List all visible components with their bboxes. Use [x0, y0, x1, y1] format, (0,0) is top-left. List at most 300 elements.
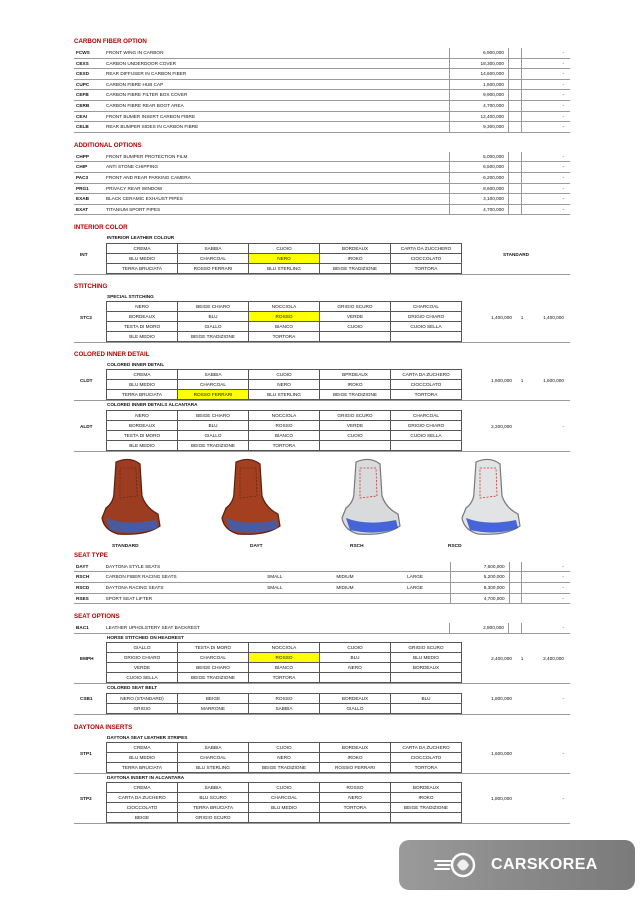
group-subtitle: DAYTONA INSERT IN ALCANTARA	[107, 775, 185, 781]
price: 6,500,000	[449, 162, 508, 172]
color-cell: NERO	[249, 254, 320, 264]
total: -	[521, 69, 570, 79]
total: -	[521, 572, 570, 582]
price: 1,400,000	[491, 314, 512, 320]
color-cell: GIALLO	[320, 704, 391, 714]
option-code: CERB	[76, 102, 90, 108]
option-code: CHPP	[76, 153, 90, 159]
color-cell: BEIGE TRADIZIONE	[178, 332, 249, 342]
stp1-group	[74, 734, 570, 774]
option-code: CEXD	[76, 71, 90, 77]
color-cell: GRIGIO CHIARO	[107, 653, 178, 663]
total: -	[521, 162, 570, 172]
total: -	[521, 122, 570, 132]
price: 12,400,000	[449, 112, 508, 122]
seat-label: DAYT	[250, 543, 263, 549]
color-cell: BEIGE TRADIZIONE	[320, 264, 391, 274]
color-cell: BORDEAUX	[320, 694, 391, 704]
color-cell: BORDEAUX	[391, 783, 462, 793]
seat-label: STANDARD	[112, 543, 139, 549]
color-cell: CARTA DA ZUCHERO	[391, 370, 462, 380]
color-cell: BIANCO	[249, 322, 320, 332]
stp2-group	[74, 774, 570, 824]
color-cell: ROSSO FERRARI	[178, 390, 249, 400]
option-description: FRONT BUMPER PROTECTION FILM	[106, 153, 188, 159]
color-cell: CUOIO	[249, 244, 320, 254]
option-code: STP2	[80, 796, 92, 802]
total: -	[521, 594, 570, 604]
color-cell: BLU SCURO	[178, 793, 249, 803]
color-cell: TORTORA	[320, 803, 391, 813]
color-cell: ROSSIO FERRARI	[320, 763, 391, 773]
standard-label: STANDARD	[503, 251, 529, 257]
quantity	[508, 69, 521, 79]
carskorea-watermark	[399, 840, 635, 890]
option-description: LEATHER UPHOLSTERY SEAT BACKREST	[106, 625, 200, 631]
color-cell: BORDEAUX	[107, 421, 178, 431]
seat-label: RSCH	[350, 543, 364, 549]
quantity	[508, 152, 521, 162]
color-cell: MARRONE	[178, 704, 249, 714]
color-cell: ROSSO	[249, 421, 320, 431]
size-cell	[310, 594, 380, 604]
price: 1,600,000	[449, 80, 508, 90]
quantity	[508, 205, 521, 215]
color-cell	[391, 332, 462, 342]
price: 6,900,000	[449, 48, 508, 58]
option-row	[74, 59, 570, 70]
group-subtitle: INTERIOR LEATHER COLOUR	[107, 235, 175, 241]
size-cell	[240, 562, 310, 572]
color-cell: CHARCOAL	[178, 254, 249, 264]
color-cell: TESTA DI MORO	[107, 431, 178, 441]
size-cell: SMALL	[267, 574, 283, 580]
group-subtitle: HORSE STITCHED ON HEADREST	[107, 634, 184, 640]
color-cell: VERDE	[107, 663, 178, 673]
section-title-colored: COLORED INNER DETAIL	[74, 351, 150, 359]
color-cell	[320, 673, 391, 683]
option-code: RSCD	[76, 585, 90, 591]
color-cell: GIALLO	[178, 431, 249, 441]
option-description: REAR DIFFUSER IN CARBON FIBER	[106, 71, 187, 77]
color-cell: IROKO	[320, 254, 391, 264]
quantity	[508, 122, 521, 132]
quantity	[509, 594, 522, 604]
color-cell: BORDEAUX	[391, 663, 462, 673]
color-cell: CARTA DA ZUCCHERO	[391, 244, 462, 254]
option-code: CELB	[76, 124, 89, 130]
color-cell: BLU MEDIO	[249, 803, 320, 813]
quantity: 1	[520, 378, 524, 384]
price: 5,000,000	[449, 152, 508, 162]
option-row	[74, 173, 570, 184]
quantity	[508, 194, 521, 204]
color-cell: CHARCOAL	[178, 753, 249, 763]
seat-icon	[96, 456, 166, 540]
option-code: EXAB	[76, 196, 90, 202]
color-cell: ROSSO	[249, 694, 320, 704]
group-subtitle: COLORED INNER DETAILS ALCANTARA	[107, 402, 198, 408]
option-description: CARBON FIBRE REAR BOOT AREA	[106, 102, 184, 108]
color-cell: SABBIA	[178, 743, 249, 753]
total: 2,400,000	[543, 656, 564, 662]
seat-icon	[336, 456, 406, 540]
interior-group	[74, 234, 570, 274]
price: 14,600,000	[449, 69, 508, 79]
cldt-group	[74, 361, 570, 401]
color-cell: TORTORA	[249, 332, 320, 342]
total: -	[562, 750, 564, 756]
total: -	[562, 796, 564, 802]
color-cell: IROKO	[320, 380, 391, 390]
section-title-carbon: CARBON FIBER OPTION	[74, 38, 147, 45]
color-cell: ROSSO FERRARI	[178, 264, 249, 274]
price: 4,700,000	[449, 101, 508, 111]
option-code: EXAT	[76, 206, 89, 212]
color-cell: BLE MEDIO	[107, 332, 178, 342]
option-description: DAYTONA RACING SEATS	[105, 585, 164, 591]
seat-images	[74, 456, 570, 552]
option-row	[74, 122, 570, 133]
seat-image-rsch	[314, 456, 434, 552]
seat-icon	[456, 456, 526, 540]
price-list-page	[74, 38, 570, 824]
total: -	[521, 112, 570, 122]
option-code: CSB1	[80, 696, 93, 702]
quantity	[509, 572, 522, 582]
color-table	[106, 410, 462, 451]
color-cell: BEIGE	[107, 813, 178, 823]
quantity	[508, 184, 521, 194]
color-cell: BIANCO	[249, 431, 320, 441]
group-subtitle: SPECIAL STITCHING	[107, 293, 154, 299]
total: -	[521, 101, 570, 111]
color-cell: CARTA DA ZUCHERO	[391, 743, 462, 753]
color-cell: BLU	[391, 694, 462, 704]
color-cell: CHARCOAL	[391, 411, 462, 421]
color-table	[106, 369, 462, 400]
color-cell: GRIGIO SCURO	[178, 813, 249, 823]
total: -	[562, 696, 564, 702]
color-cell: NERO	[249, 753, 320, 763]
color-cell: CUOIO	[249, 743, 320, 753]
option-description: PRIVACY REAR WINDOW	[106, 185, 163, 191]
quantity	[508, 162, 521, 172]
price: 8,600,000	[449, 184, 508, 194]
color-cell	[391, 673, 462, 683]
option-description: CARBON FIBER RACING SEATS	[105, 574, 177, 580]
group-subtitle: COLORED INNER DETAIL	[107, 362, 165, 368]
size-cell: LARGE	[407, 574, 424, 580]
seat-image-dayt	[194, 456, 314, 552]
emph-group	[74, 634, 570, 684]
option-row	[74, 562, 570, 573]
option-code: FCWS	[76, 50, 90, 55]
option-code: INT	[80, 251, 88, 257]
option-row	[74, 152, 570, 163]
quantity	[508, 80, 521, 90]
stitching-group	[74, 293, 570, 343]
color-cell	[320, 813, 391, 823]
color-cell: GIALLO	[178, 322, 249, 332]
color-cell: CREMA	[107, 783, 178, 793]
total: -	[521, 562, 570, 572]
color-cell: GRIGIO SCURO	[320, 302, 391, 312]
color-cell: BLU STERLING	[249, 390, 320, 400]
option-description: BLACK CERAMIC EXHAUST PIPES	[106, 196, 183, 202]
section-title-additional: ADDITIONAL OPTIONS	[74, 141, 142, 149]
option-description: FRONT BUMER INSERT CARBON FIBRE	[106, 113, 196, 119]
color-cell: NOCCIOLA	[249, 302, 320, 312]
aldt-group	[74, 401, 570, 451]
option-description: ANTI STONE CHIPPING	[106, 164, 159, 170]
color-cell: CUOIO	[320, 643, 391, 653]
color-cell: ROSSO	[249, 653, 320, 663]
option-description: FRONT WING IN CARBON	[106, 50, 164, 55]
color-table	[106, 243, 462, 274]
price: 5,200,000	[450, 572, 508, 582]
color-cell: BEIGE TRADIZIONE	[178, 441, 249, 451]
color-cell: BLU MEDIO	[107, 380, 178, 390]
option-row	[74, 194, 570, 205]
seat-type-list	[74, 562, 570, 604]
quantity	[509, 583, 522, 593]
option-code: CEAI	[76, 113, 88, 119]
section-title-seat-type: SEAT TYPE	[74, 551, 108, 559]
price: 4,700,000	[450, 594, 508, 604]
color-cell: GRIGIO CHIARO	[391, 421, 462, 431]
total: 1,400,000	[543, 314, 564, 320]
color-cell: CREMA	[107, 244, 178, 254]
option-row	[74, 48, 570, 59]
color-cell: ROSSO	[320, 783, 391, 793]
csb1-group	[74, 684, 570, 714]
color-cell: CIOCCOLATO	[391, 254, 462, 264]
color-cell: GRIGIO CHIARO	[391, 312, 462, 322]
quantity: 1	[520, 656, 524, 662]
color-cell: TORTORA	[391, 390, 462, 400]
color-cell: BEIGE TRADIZIONE	[249, 763, 320, 773]
option-code: STC2	[80, 314, 92, 320]
price: 1,800,000	[491, 696, 512, 702]
option-code: CLDT	[80, 378, 93, 384]
color-cell: SABBIA	[178, 244, 249, 254]
total: -	[521, 194, 570, 204]
quantity	[509, 562, 522, 572]
option-code: STP1	[80, 750, 92, 756]
color-cell: BEIGE TRADIZIONE	[320, 390, 391, 400]
color-cell: NERO (STANDARD)	[107, 694, 178, 704]
color-cell: CREMA	[107, 370, 178, 380]
color-cell: NOCCIOLA	[249, 643, 320, 653]
color-cell: CUOIO	[249, 370, 320, 380]
option-code: CEXS	[76, 60, 89, 66]
color-cell: NERO	[320, 793, 391, 803]
color-cell: NERO	[107, 411, 178, 421]
color-cell: BORDEAUX	[320, 743, 391, 753]
option-row	[74, 594, 570, 605]
color-cell: CUOIO	[320, 322, 391, 332]
quantity	[508, 112, 521, 122]
option-code: RSES	[76, 595, 89, 601]
option-code: PRG1	[76, 185, 89, 191]
color-cell	[391, 704, 462, 714]
color-cell: CHARCOAL	[178, 653, 249, 663]
color-cell: TERRA BRUCIATA	[107, 763, 178, 773]
group-subtitle: COLORED SEAT BELT	[107, 685, 158, 691]
price: 2,800,000	[449, 623, 508, 633]
color-cell: BLE MEDIO	[107, 441, 178, 451]
color-cell	[320, 441, 391, 451]
color-cell: NOCCIOLA	[249, 411, 320, 421]
color-cell: VERDE	[320, 312, 391, 322]
option-row	[74, 112, 570, 123]
color-cell: CIOCCOLATO	[107, 803, 178, 813]
color-cell: CUOIO SELLA	[391, 431, 462, 441]
color-cell: IROKO	[320, 753, 391, 763]
color-cell: TERRA BRUCIATA	[107, 264, 178, 274]
option-code: ALDT	[80, 423, 93, 429]
color-cell: SABBIA	[249, 704, 320, 714]
quantity	[508, 90, 521, 100]
section-title-seat-options: SEAT OPTIONS	[74, 613, 120, 621]
seat-image-standard	[74, 456, 194, 552]
color-cell: BLU STERLING	[249, 264, 320, 274]
size-cell	[310, 562, 380, 572]
price: 9,300,000	[449, 122, 508, 132]
color-cell: SABBIA	[178, 783, 249, 793]
color-cell: BEIGE CHIARO	[178, 302, 249, 312]
color-cell: BEIGE TRADIZIONE	[391, 803, 462, 813]
quantity	[508, 48, 521, 58]
color-cell	[249, 813, 320, 823]
option-code: RSCH	[76, 574, 90, 580]
option-description: TITANIUM SPORT PIPES	[106, 206, 161, 212]
total: -	[521, 48, 570, 58]
total: -	[521, 90, 570, 100]
color-cell: CUOIO	[320, 431, 391, 441]
price: 18,300,000	[449, 59, 508, 69]
color-cell	[391, 813, 462, 823]
price: 1,800,000	[491, 796, 512, 802]
option-code: CUPC	[76, 81, 90, 87]
color-cell	[391, 441, 462, 451]
color-cell: BPRDEAUX	[320, 370, 391, 380]
section-title-interior: INTERIOR COLOR	[74, 224, 128, 232]
color-cell: IROKO	[391, 793, 462, 803]
option-description: CARBON UNDERDOOR COVER	[106, 60, 177, 66]
watermark-text: CARSKOREA	[491, 856, 598, 873]
option-row	[74, 205, 570, 216]
option-code: CHIP	[76, 164, 88, 170]
color-cell: BIANCO	[249, 663, 320, 673]
price: 1,600,000	[491, 378, 512, 384]
color-cell: TERRA BRUCIATA	[107, 390, 178, 400]
color-cell: BLU MEDIO	[391, 653, 462, 663]
color-cell: VERDE	[320, 421, 391, 431]
color-cell: BEIGE	[178, 694, 249, 704]
option-description: REAR BUMPER SIDES IN CARBON FIBRE	[106, 124, 199, 130]
color-cell: TORTORA	[249, 673, 320, 683]
color-table	[106, 742, 462, 773]
option-code: BAC1	[76, 625, 89, 631]
color-cell: NERO	[320, 663, 391, 673]
total: -	[521, 583, 570, 593]
color-cell: BLU	[178, 421, 249, 431]
color-cell: CHARCOAL	[391, 302, 462, 312]
color-cell: BLU	[178, 312, 249, 322]
option-description: CARBON FIBRE HUB CAP	[106, 81, 164, 87]
color-cell: TESTA DI MORO	[107, 322, 178, 332]
color-cell: CIOCCOLATO	[391, 753, 462, 763]
seat-image-rscd	[434, 456, 554, 552]
color-cell: GRIGIO SCURO	[320, 411, 391, 421]
color-cell: TORTORA	[391, 264, 462, 274]
option-description: SPORT SEAT LIFTER	[105, 595, 153, 601]
option-description: FRONT AND REAR PARKING CAMERA	[106, 174, 191, 180]
price: 2,200,000	[491, 423, 512, 429]
color-table	[106, 301, 462, 342]
seat-icon	[216, 456, 286, 540]
color-cell: TORTORA	[391, 763, 462, 773]
option-code: EMPH	[80, 656, 94, 662]
size-cell: MIDIUM	[336, 574, 354, 580]
size-cell	[240, 594, 310, 604]
size-cell	[380, 562, 450, 572]
color-cell	[320, 332, 391, 342]
color-cell: GRIGIO	[107, 704, 178, 714]
option-row	[74, 69, 570, 80]
seat-label: RSCD	[448, 543, 462, 549]
price: 3,100,000	[449, 194, 508, 204]
total: -	[521, 184, 570, 194]
color-table	[106, 642, 462, 683]
price: 7,600,000	[450, 562, 508, 572]
price: 4,700,000	[449, 205, 508, 215]
total: -	[521, 152, 570, 162]
color-cell: TERRA BRUCIATA	[178, 803, 249, 813]
price: 1,600,000	[491, 750, 512, 756]
color-cell: CUOIO SELLA	[391, 322, 462, 332]
quantity	[508, 173, 521, 183]
option-code: PAC3	[76, 174, 89, 180]
carbon-options-list	[74, 48, 570, 133]
price: 6,200,000	[449, 173, 508, 183]
color-cell: CREMA	[107, 743, 178, 753]
total: -	[521, 173, 570, 183]
section-title-daytona: DAYTONA INSERTS	[74, 723, 133, 731]
color-table	[106, 782, 462, 823]
size-cell: MIDIUM	[336, 585, 354, 591]
color-cell: BLU STERLING	[178, 763, 249, 773]
price: 9,900,000	[449, 90, 508, 100]
carskorea-logo-icon	[433, 850, 485, 880]
total: -	[562, 423, 564, 429]
color-cell: BORDEAUX	[107, 312, 178, 322]
option-row	[74, 572, 570, 583]
color-cell: NERO	[107, 302, 178, 312]
color-cell: TORTORA	[249, 441, 320, 451]
total: -	[521, 80, 570, 90]
color-cell: NERO	[249, 380, 320, 390]
option-row	[74, 184, 570, 195]
quantity	[508, 59, 521, 69]
size-cell: SMALL	[267, 585, 283, 591]
color-cell: CUOIO	[249, 783, 320, 793]
color-table	[106, 693, 462, 714]
size-cell	[380, 594, 450, 604]
option-row	[74, 583, 570, 594]
